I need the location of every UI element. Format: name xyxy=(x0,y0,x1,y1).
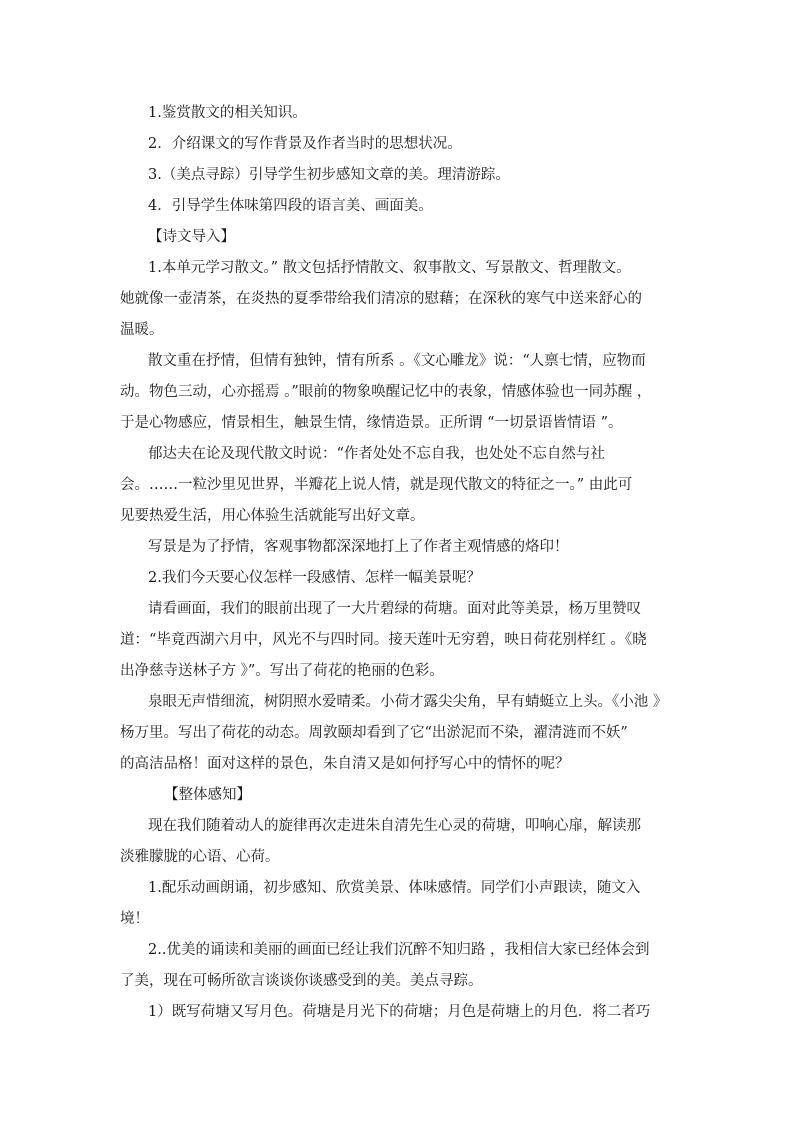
paragraph-line: 郁达夫在论及现代散文时说：“作者处处不忘自我，也处处不忘自然与社 xyxy=(148,446,605,462)
paragraph-line: 2.我们今天要心仪怎样一段感情、怎样一幅美景呢？ xyxy=(148,570,481,586)
paragraph-line: 出净慈寺送林子方 》”。写出了荷花的艳丽的色彩。 xyxy=(120,663,444,679)
paragraph-line: 道：“毕竟西湖六月中，风光不与四时同。接天莲叶无穷碧，映日荷花别样红 。《晓 xyxy=(120,632,647,648)
paragraph-line: 了美，现在可畅所欲言谈谈你谈感受到的美。美点寻踪。 xyxy=(120,973,483,989)
paragraph-line: 动。物色三动，心亦摇焉 。”眼前的物象唤醒记忆中的表象，情感体验也一同苏醒 ， xyxy=(120,384,652,400)
paragraph-line: 1）既写荷塘又写月色。荷塘是月光下的荷塘；月色是荷塘上的月色．将二者巧 xyxy=(148,1004,651,1020)
paragraph-line: 请看画面，我们的眼前出现了一大片碧绿的荷塘。面对此等美景，杨万里赞叹 xyxy=(148,601,641,617)
section-heading-intro: 【诗文导入】 xyxy=(148,229,235,245)
paragraph-line: 温暖。 xyxy=(120,322,164,338)
document-body xyxy=(120,98,678,1028)
objective-1: 1.鉴赏散文的相关知识。 xyxy=(148,105,307,121)
paragraph-line: 现在我们随着动人的旋律再次走进朱自清先生心灵的荷塘，叩响心扉，解读那 xyxy=(148,818,641,834)
paragraph-line: 境！ xyxy=(120,911,149,927)
objective-4: 4．引导学生体味第四段的语言美、画面美。 xyxy=(148,198,433,214)
paragraph-line: 会。……一粒沙里见世界，半瓣花上说人情，就是现代散文的特征之一。” 由此可 xyxy=(120,477,633,493)
paragraph-line: 1.本单元学习散文。” 散文包括抒情散文、叙事散文、写景散文、哲理散文。 xyxy=(148,260,631,276)
paragraph-line: 2..优美的诵读和美丽的画面已经让我们沉醉不知归路 ，我相信大家已经体会到 xyxy=(148,942,650,958)
paragraph-line: 于是心物感应，情景相生，触景生情，缘情造景。正所谓 “一切景语皆情语 ”。 xyxy=(120,415,623,431)
paragraph-line: 杨万里。写出了荷花的动态。周敦颐却看到了它“出淤泥而不染，濯清涟而不妖” xyxy=(120,725,628,741)
paragraph-line: 的高洁品格！面对这样的景色，朱自清又是如何抒写心中的情怀的呢？ xyxy=(120,756,570,772)
paragraph-line: 1.配乐动画朗诵，初步感知、欣赏美景、体味感情。同学们小声跟读，随文入 xyxy=(148,880,641,896)
section-heading-overview: 【整体感知】 xyxy=(164,787,251,803)
objective-2: 2．介绍课文的写作背景及作者当时的思想状况。 xyxy=(148,136,462,152)
paragraph-line: 她就像一壶清茶，在炎热的夏季带给我们清凉的慰藉；在深秋的寒气中送来舒心的 xyxy=(120,291,642,307)
objective-3: 3.（美点寻踪）引导学生初步感知文章的美。理清游踪。 xyxy=(148,167,510,183)
paragraph-line: 见要热爱生活，用心体验生活就能写出好文章。 xyxy=(120,508,425,524)
paragraph-line: 淡雅朦胧的心语、心荷。 xyxy=(120,849,280,865)
paragraph-line: 泉眼无声惜细流，树阴照水爱晴柔。小荷才露尖尖角，早有蜻蜓立上头。《小池 》 xyxy=(148,694,668,710)
paragraph-line: 散文重在抒情，但情有独钟，情有所系 。《文心雕龙》说：“人禀七情，应物而 xyxy=(148,353,646,369)
paragraph-line: 写景是为了抒情，客观事物都深深地打上了作者主观情感的烙印！ xyxy=(148,539,569,555)
